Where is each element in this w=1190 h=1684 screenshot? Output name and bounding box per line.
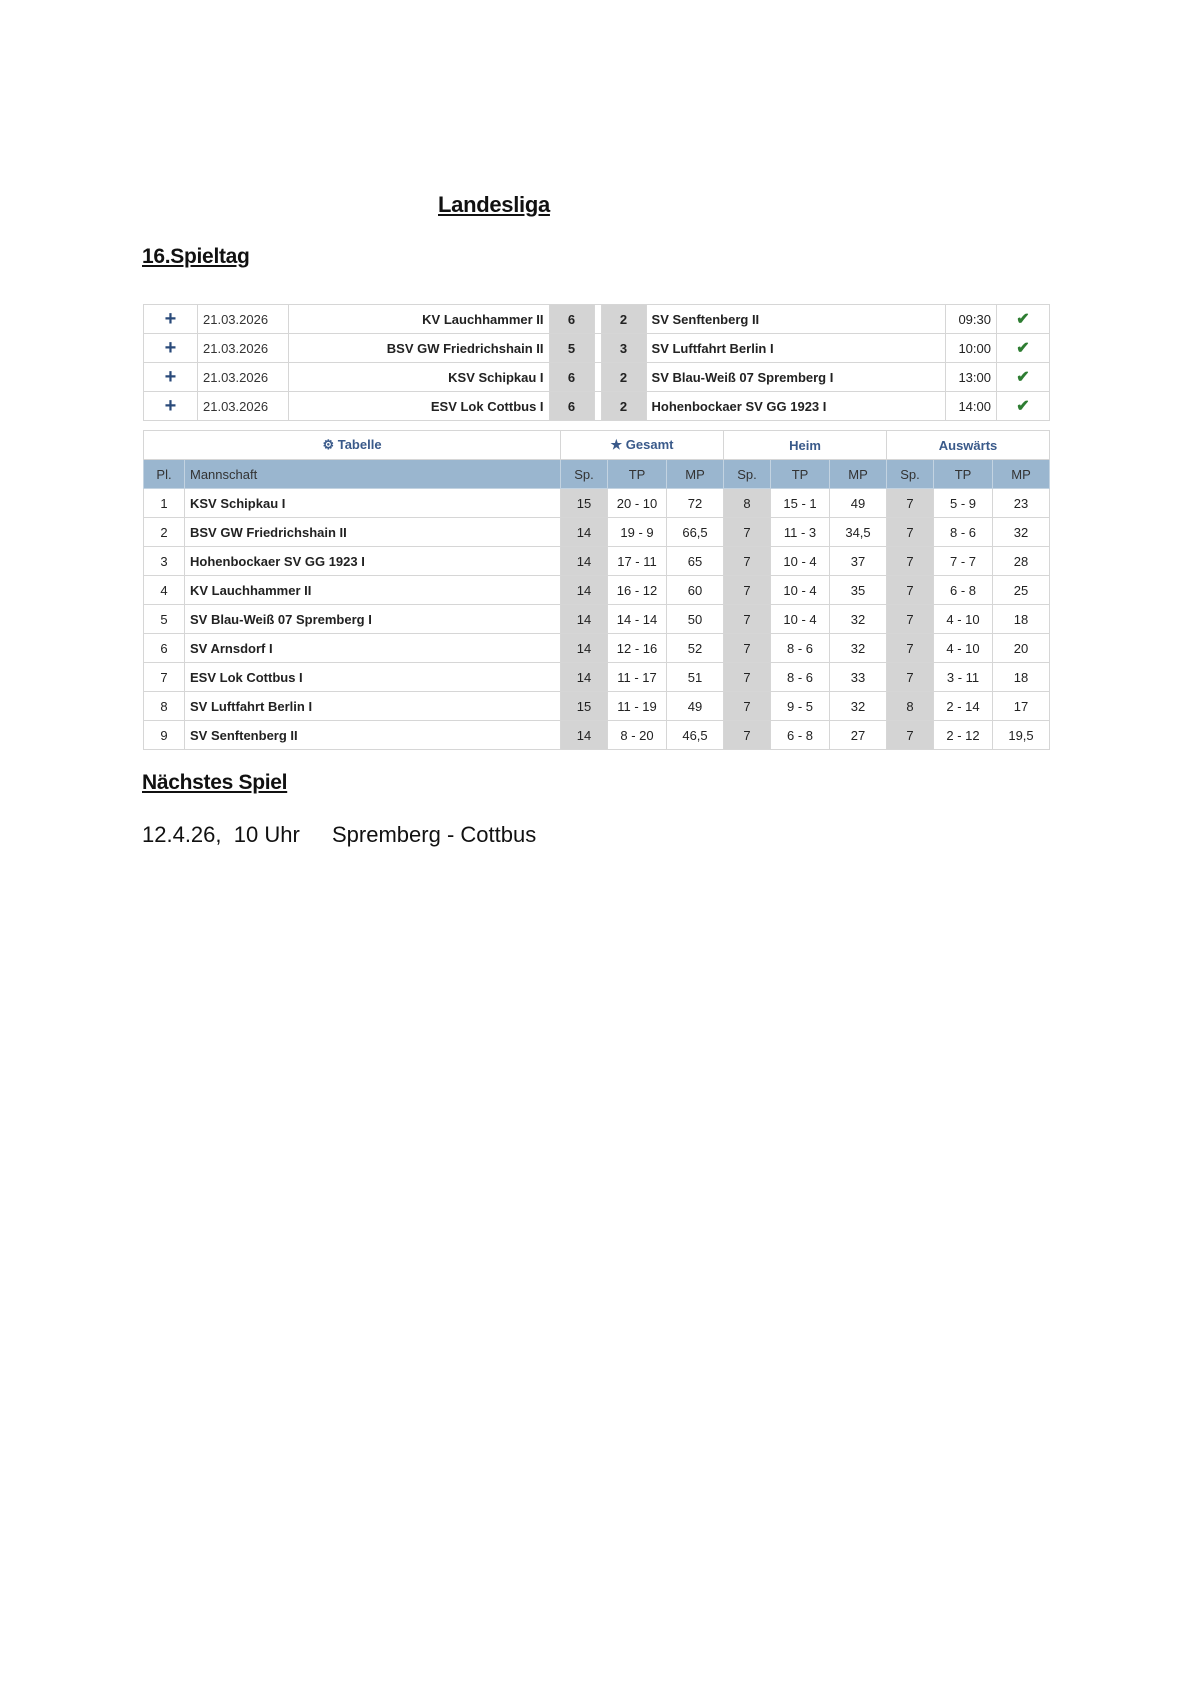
standings-table (143, 430, 1050, 750)
heim-tp-cell: 6 - 8 (771, 721, 830, 750)
match-time: 14:00 (946, 392, 997, 421)
check-icon: ✔ (997, 363, 1050, 392)
auswaerts-sp-cell: 7 (887, 547, 934, 576)
heim-mp-cell: 35 (830, 576, 887, 605)
auswaerts-tp-cell: 3 - 11 (934, 663, 993, 692)
away-score: 2 (601, 363, 646, 392)
col-gesamt-sp[interactable]: Sp. (561, 460, 608, 489)
auswaerts-sp-cell: 7 (887, 518, 934, 547)
heim-tp-cell: 10 - 4 (771, 576, 830, 605)
gesamt-tp-cell: 11 - 17 (608, 663, 667, 692)
table-row[interactable] (144, 605, 1050, 634)
home-score: 5 (549, 334, 594, 363)
home-score: 6 (549, 392, 594, 421)
auswaerts-tp-cell: 7 - 7 (934, 547, 993, 576)
gesamt-mp-cell: 51 (667, 663, 724, 692)
next-match-teams: Spremberg - Cottbus (332, 822, 537, 847)
auswaerts-tp-cell: 4 - 10 (934, 634, 993, 663)
match-row[interactable] (144, 305, 1050, 334)
heim-sp-cell: 8 (724, 489, 771, 518)
auswaerts-mp-cell: 18 (993, 663, 1050, 692)
auswaerts-mp-cell: 20 (993, 634, 1050, 663)
gesamt-tp-cell: 16 - 12 (608, 576, 667, 605)
heim-sp-cell: 7 (724, 547, 771, 576)
heim-sp-cell: 7 (724, 692, 771, 721)
col-auswaerts-mp[interactable]: MP (993, 460, 1050, 489)
col-heim-mp[interactable]: MP (830, 460, 887, 489)
auswaerts-tp-cell: 6 - 8 (934, 576, 993, 605)
check-icon: ✔ (997, 334, 1050, 363)
match-time: 10:00 (946, 334, 997, 363)
auswaerts-mp-cell: 23 (993, 489, 1050, 518)
rank-cell: 5 (144, 605, 185, 634)
away-team: SV Blau-Weiß 07 Spremberg I (646, 363, 945, 392)
auswaerts-sp-cell: 7 (887, 489, 934, 518)
gesamt-tp-cell: 14 - 14 (608, 605, 667, 634)
rank-cell: 4 (144, 576, 185, 605)
group-gesamt-label: Gesamt (625, 437, 674, 452)
heim-sp-cell: 7 (724, 576, 771, 605)
gesamt-mp-cell: 60 (667, 576, 724, 605)
auswaerts-tp-cell: 5 - 9 (934, 489, 993, 518)
match-row[interactable] (144, 363, 1050, 392)
heim-mp-cell: 49 (830, 489, 887, 518)
expand-plus-icon[interactable]: + (144, 334, 198, 363)
group-tabelle[interactable] (144, 431, 561, 460)
away-score: 3 (601, 334, 646, 363)
home-team: ESV Lok Cottbus I (289, 392, 550, 421)
auswaerts-sp-cell: 7 (887, 663, 934, 692)
col-gesamt-tp[interactable]: TP (608, 460, 667, 489)
heim-tp-cell: 8 - 6 (771, 663, 830, 692)
col-auswaerts-sp[interactable]: Sp. (887, 460, 934, 489)
auswaerts-mp-cell: 19,5 (993, 721, 1050, 750)
group-tabelle-label: Tabelle (337, 437, 382, 452)
heim-tp-cell: 10 - 4 (771, 547, 830, 576)
check-icon: ✔ (997, 392, 1050, 421)
home-score: 6 (549, 305, 594, 334)
gesamt-tp-cell: 12 - 16 (608, 634, 667, 663)
auswaerts-mp-cell: 32 (993, 518, 1050, 547)
gesamt-sp-cell: 14 (561, 663, 608, 692)
score-divider (594, 305, 601, 334)
gesamt-mp-cell: 50 (667, 605, 724, 634)
team-cell: SV Arnsdorf I (185, 634, 561, 663)
home-team: KV Lauchhammer II (289, 305, 550, 334)
expand-plus-icon[interactable]: + (144, 305, 198, 334)
team-cell: SV Senftenberg II (185, 721, 561, 750)
group-heim-label: Heim (789, 437, 821, 453)
gesamt-sp-cell: 14 (561, 547, 608, 576)
matchday-title: 16.Spieltag (142, 245, 250, 268)
auswaerts-mp-cell: 18 (993, 605, 1050, 634)
heim-tp-cell: 10 - 4 (771, 605, 830, 634)
away-team: SV Luftfahrt Berlin I (646, 334, 945, 363)
away-team: Hohenbockaer SV GG 1923 I (646, 392, 945, 421)
match-time: 13:00 (946, 363, 997, 392)
heim-sp-cell: 7 (724, 518, 771, 547)
col-gesamt-mp[interactable]: MP (667, 460, 724, 489)
auswaerts-tp-cell: 2 - 12 (934, 721, 993, 750)
heim-sp-cell: 7 (724, 663, 771, 692)
check-icon: ✔ (997, 305, 1050, 334)
rank-cell: 6 (144, 634, 185, 663)
gesamt-sp-cell: 14 (561, 721, 608, 750)
gesamt-tp-cell: 8 - 20 (608, 721, 667, 750)
col-heim-sp[interactable]: Sp. (724, 460, 771, 489)
gesamt-sp-cell: 14 (561, 634, 608, 663)
col-pl[interactable]: Pl. (144, 460, 185, 489)
heim-mp-cell: 32 (830, 605, 887, 634)
group-heim[interactable] (724, 431, 887, 460)
team-cell: SV Luftfahrt Berlin I (185, 692, 561, 721)
score-divider (594, 334, 601, 363)
auswaerts-tp-cell: 4 - 10 (934, 605, 993, 634)
next-match-line (142, 822, 536, 848)
gesamt-mp-cell: 49 (667, 692, 724, 721)
heim-mp-cell: 34,5 (830, 518, 887, 547)
match-row[interactable] (144, 392, 1050, 421)
next-match-title: Nächstes Spiel (142, 771, 288, 794)
gesamt-tp-cell: 17 - 11 (608, 547, 667, 576)
table-row[interactable] (144, 721, 1050, 750)
expand-plus-icon[interactable]: + (144, 392, 198, 421)
gesamt-sp-cell: 15 (561, 489, 608, 518)
heim-tp-cell: 15 - 1 (771, 489, 830, 518)
score-divider (594, 392, 601, 421)
heim-tp-cell: 9 - 5 (771, 692, 830, 721)
match-date: 21.03.2026 (198, 363, 289, 392)
away-score: 2 (601, 392, 646, 421)
heim-mp-cell: 37 (830, 547, 887, 576)
col-heim-tp[interactable]: TP (771, 460, 830, 489)
auswaerts-sp-cell: 7 (887, 576, 934, 605)
table-row[interactable] (144, 634, 1050, 663)
auswaerts-tp-cell: 2 - 14 (934, 692, 993, 721)
heim-tp-cell: 8 - 6 (771, 634, 830, 663)
column-header-row (144, 460, 1050, 489)
auswaerts-sp-cell: 7 (887, 605, 934, 634)
heim-sp-cell: 7 (724, 634, 771, 663)
rank-cell: 7 (144, 663, 185, 692)
heim-tp-cell: 11 - 3 (771, 518, 830, 547)
group-header-row (144, 431, 1050, 460)
group-gesamt[interactable] (561, 431, 724, 460)
matches-table (143, 304, 1050, 421)
team-cell: ESV Lok Cottbus I (185, 663, 561, 692)
gesamt-sp-cell: 14 (561, 605, 608, 634)
heim-sp-cell: 7 (724, 605, 771, 634)
heim-mp-cell: 33 (830, 663, 887, 692)
table-row[interactable] (144, 576, 1050, 605)
star-icon: ★ (610, 437, 623, 452)
table-row[interactable] (144, 518, 1050, 547)
heim-mp-cell: 32 (830, 692, 887, 721)
gesamt-tp-cell: 19 - 9 (608, 518, 667, 547)
group-auswaerts[interactable] (887, 431, 1050, 460)
gesamt-sp-cell: 14 (561, 518, 608, 547)
table-row[interactable] (144, 663, 1050, 692)
auswaerts-tp-cell: 8 - 6 (934, 518, 993, 547)
auswaerts-mp-cell: 25 (993, 576, 1050, 605)
gesamt-tp-cell: 20 - 10 (608, 489, 667, 518)
home-score: 6 (549, 363, 594, 392)
gesamt-mp-cell: 52 (667, 634, 724, 663)
rank-cell: 1 (144, 489, 185, 518)
team-cell: BSV GW Friedrichshain II (185, 518, 561, 547)
match-time: 09:30 (946, 305, 997, 334)
away-team: SV Senftenberg II (646, 305, 945, 334)
away-score: 2 (601, 305, 646, 334)
match-date: 21.03.2026 (198, 305, 289, 334)
rank-cell: 2 (144, 518, 185, 547)
heim-sp-cell: 7 (724, 721, 771, 750)
auswaerts-sp-cell: 7 (887, 634, 934, 663)
page-title: Landesliga (438, 192, 550, 217)
rank-cell: 8 (144, 692, 185, 721)
gear-icon: ⚙ (322, 437, 335, 452)
rank-cell: 3 (144, 547, 185, 576)
group-auswaerts-label: Auswärts (938, 437, 998, 453)
heim-mp-cell: 32 (830, 634, 887, 663)
gesamt-mp-cell: 66,5 (667, 518, 724, 547)
gesamt-tp-cell: 11 - 19 (608, 692, 667, 721)
heim-mp-cell: 27 (830, 721, 887, 750)
rank-cell: 9 (144, 721, 185, 750)
auswaerts-sp-cell: 7 (887, 721, 934, 750)
gesamt-mp-cell: 72 (667, 489, 724, 518)
home-team: BSV GW Friedrichshain II (289, 334, 550, 363)
match-date: 21.03.2026 (198, 392, 289, 421)
next-match-date: 12.4.26, 10 Uhr (142, 822, 300, 847)
team-cell: KSV Schipkau I (185, 489, 561, 518)
auswaerts-mp-cell: 28 (993, 547, 1050, 576)
team-cell: KV Lauchhammer II (185, 576, 561, 605)
team-cell: SV Blau-Weiß 07 Spremberg I (185, 605, 561, 634)
score-divider (594, 363, 601, 392)
table-row[interactable] (144, 547, 1050, 576)
table-row[interactable] (144, 692, 1050, 721)
gesamt-sp-cell: 15 (561, 692, 608, 721)
auswaerts-sp-cell: 8 (887, 692, 934, 721)
gesamt-mp-cell: 46,5 (667, 721, 724, 750)
auswaerts-mp-cell: 17 (993, 692, 1050, 721)
table-row[interactable] (144, 489, 1050, 518)
gesamt-sp-cell: 14 (561, 576, 608, 605)
match-date: 21.03.2026 (198, 334, 289, 363)
match-row[interactable] (144, 334, 1050, 363)
col-mannschaft[interactable]: Mannschaft (185, 460, 561, 489)
team-cell: Hohenbockaer SV GG 1923 I (185, 547, 561, 576)
gesamt-mp-cell: 65 (667, 547, 724, 576)
home-team: KSV Schipkau I (289, 363, 550, 392)
expand-plus-icon[interactable]: + (144, 363, 198, 392)
col-auswaerts-tp[interactable]: TP (934, 460, 993, 489)
